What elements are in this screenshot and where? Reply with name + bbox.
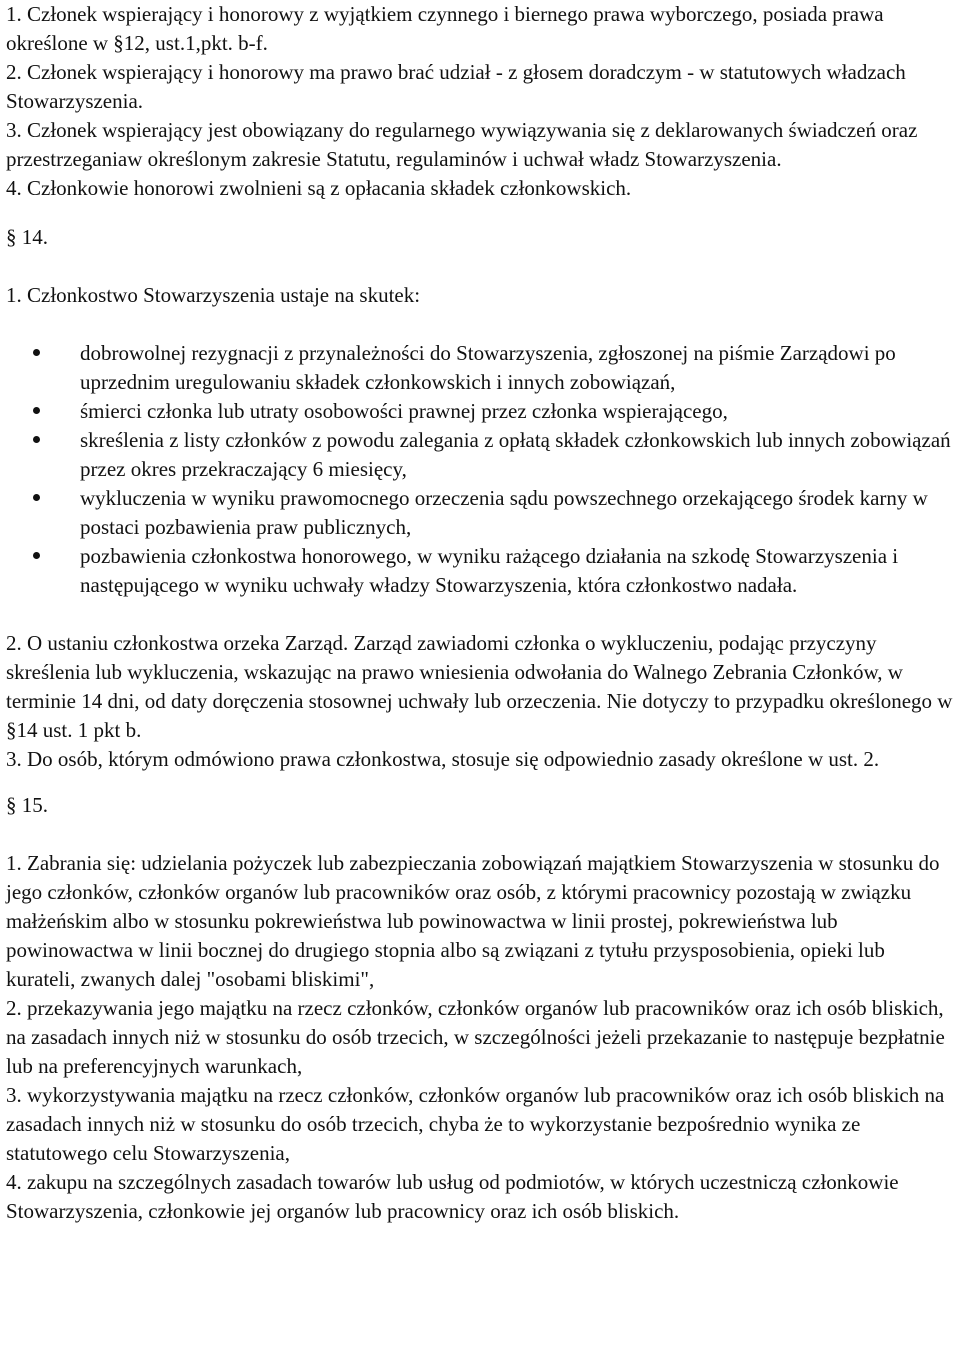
paragraph-15-1: 1. Zabrania się: udzielania pożyczek lub zabezpieczania zobowiązań majątkiem Stowarzyszenia w stosunku do jego członków, członków organów lub pracowników oraz osób, z którymi pracownicy pozostają w związku małżeńskim albo w stosunku pokrewieństwa lub powinowactwa w linii prostej, pokrewieństwa lub powinowactwa w linii bocznej do drugiego stopnia albo są związani z tytułu przysposobienia, opieki lub kurateli, zwanych dalej "osobami bliskimi",	[6, 851, 940, 991]
list-item	[6, 397, 954, 426]
list-item-text: śmierci członka lub utraty osobowości prawnej przez członka wspierającego,	[80, 399, 728, 423]
spacer	[6, 310, 954, 339]
bullet-icon	[33, 349, 40, 356]
list-item	[6, 542, 954, 600]
paragraph-15-4: 4. zakupu na szczególnych zasadach towarów lub usług od podmiotów, w których uczestniczą członkowie Stowarzyszenia, członkowie jej organów lub pracownicy oraz ich osób bliskich.	[6, 1170, 899, 1223]
spacer	[6, 820, 954, 849]
spacer	[6, 774, 954, 791]
bullet-icon	[33, 552, 40, 559]
bullet-icon	[33, 436, 40, 443]
bullet-icon	[33, 494, 40, 501]
list-item-text: dobrowolnej rezygnacji z przynależności do Stowarzyszenia, zgłoszonej na piśmie Zarządowi po uprzednim uregulowaniu składek członkowskich i innych zobowiązań,	[80, 341, 896, 394]
paragraph-15-2: 2. przekazywania jego majątku na rzecz członków, członków organów lub pracowników oraz ich osób bliskich, na zasadach innych niż w stosunku do osób trzecich, w szczególności jeżeli przekazanie to następuje bezpłatnie lub na preferencyjnych warunkach,	[6, 996, 945, 1078]
paragraph-14-2: 2. O ustaniu członkostwa orzeka Zarząd. Zarząd zawiadomi członka o wykluczeniu, podając przyczyny skreślenia lub wykluczenia, wskazując na prawo wniesienia odwołania do Walnego Zebrania Członków, w terminie 14 dni, od daty doręczenia stosownej uchwały lub orzeczenia. Nie dotyczy to przypadku określonego w §14 ust. 1 pkt b.	[6, 631, 953, 742]
list-item	[6, 426, 954, 484]
section-heading-15: § 15.	[6, 793, 48, 817]
membership-end-list	[6, 339, 954, 600]
list-item-text: wykluczenia w wyniku prawomocnego orzeczenia sądu powszechnego orzekającego środek karny w postaci pozbawienia praw publicznych,	[80, 486, 928, 539]
list-item	[6, 339, 954, 397]
paragraph-13-2: 2. Członek wspierający i honorowy ma prawo brać udział - z głosem doradczym - w statutowych władzach Stowarzyszenia.	[6, 60, 906, 113]
spacer	[6, 203, 954, 223]
list-item-text: pozbawienia członkostwa honorowego, w wyniku rażącego działania na szkodę Stowarzyszenia i następującego w wyniku uchwały władzy Stowarzyszenia, która członkostwo nadała.	[80, 544, 899, 597]
paragraph-14-1-intro: 1. Członkostwo Stowarzyszenia ustaje na skutek:	[6, 283, 421, 307]
list-item	[6, 484, 954, 542]
paragraph-13-1: 1. Członek wspierający i honorowy z wyjątkiem czynnego i biernego prawa wyborczego, posiada prawa określone w §12, ust.1,pkt. b-f.	[6, 2, 884, 55]
paragraph-13-3: 3. Członek wspierający jest obowiązany do regularnego wywiązywania się z deklarowanych świadczeń oraz przestrzeganiaw określonym zakresie Statutu, regulaminów i uchwał władz Stowarzyszenia.	[6, 118, 918, 171]
spacer	[6, 600, 954, 629]
list-item-text: skreślenia z listy członków z powodu zalegania z opłatą składek członkowskich lub innych zobowiązań przez okres przekraczający 6 miesięcy,	[80, 428, 951, 481]
paragraph-15-3: 3. wykorzystywania majątku na rzecz członków, członków organów lub pracowników oraz ich osób bliskich na zasadach innych niż w stosunku do osób trzecich, chyba że to wykorzystanie bezpośrednio wynika ze statutowego celu Stowarzyszenia,	[6, 1083, 945, 1165]
spacer	[6, 252, 954, 281]
paragraph-14-3: 3. Do osób, którym odmówiono prawa członkostwa, stosuje się odpowiednio zasady określone w ust. 2.	[6, 747, 880, 771]
paragraph-13-4: 4. Członkowie honorowi zwolnieni są z opłacania składek członkowskich.	[6, 176, 632, 200]
bullet-icon	[33, 407, 40, 414]
section-heading-14: § 14.	[6, 225, 48, 249]
